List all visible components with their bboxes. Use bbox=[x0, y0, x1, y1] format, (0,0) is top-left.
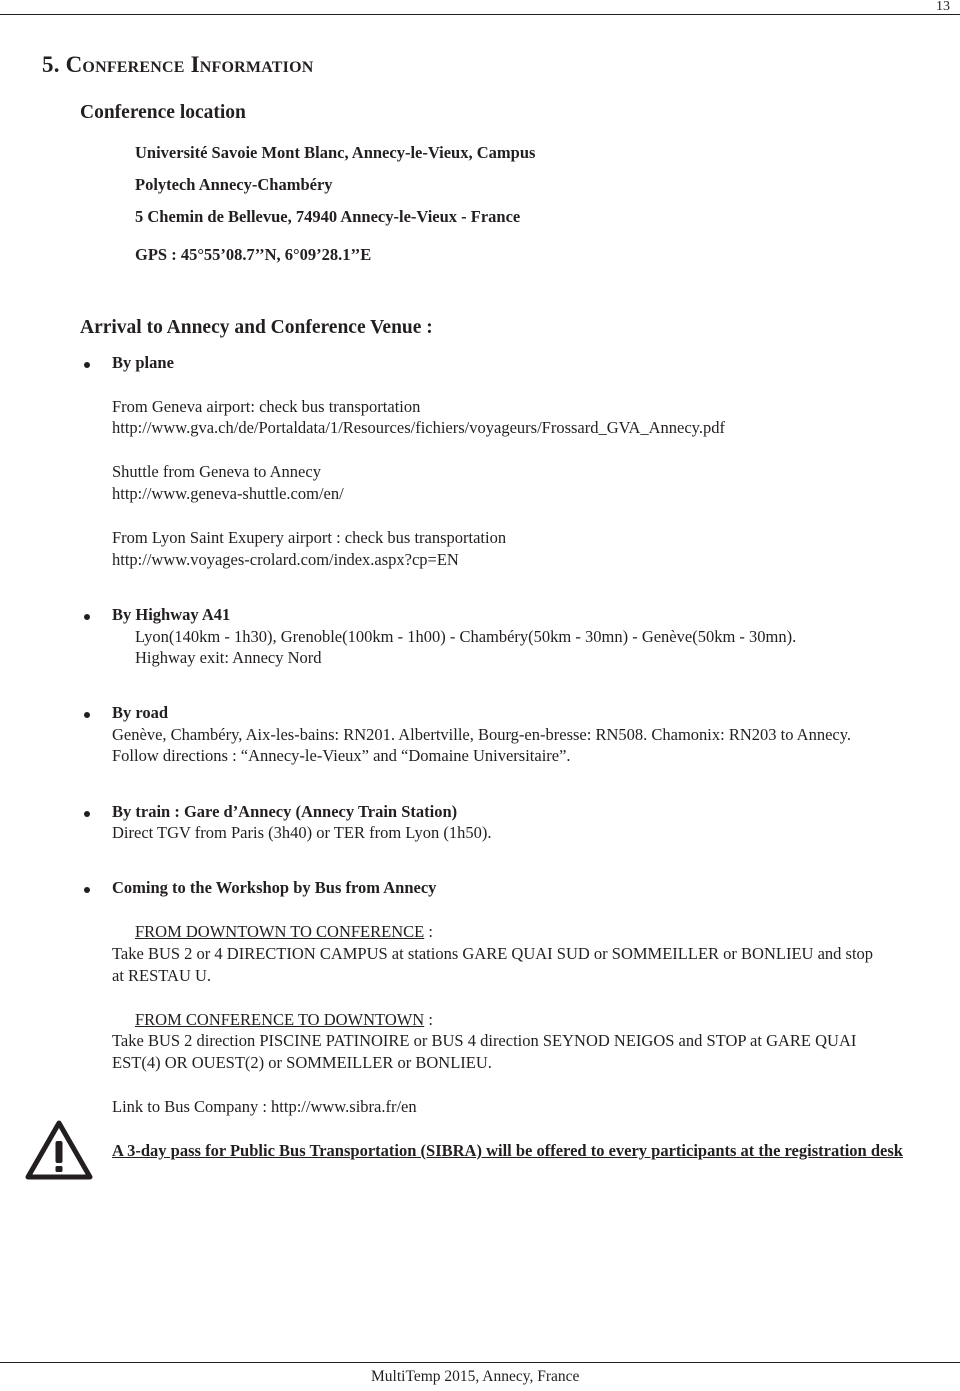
geneva-url-link[interactable]: http://www.gva.ch/de/Portaldata/1/Resources/fichiers/voyageurs/Frossard_GVA_Annecy.pdf bbox=[112, 418, 725, 437]
section-number: 5. bbox=[42, 52, 60, 77]
footer-text: MultiTemp 2015, Annecy, France bbox=[371, 1368, 580, 1385]
road-line-2: Follow directions : “Annecy-le-Vieux” and “Domaine Universitaire”. bbox=[112, 746, 571, 765]
to-conference-sep: : bbox=[424, 922, 433, 941]
bullet-road bbox=[84, 712, 90, 718]
bus-company-link[interactable]: Link to Bus Company : http://www.sibra.fr/en bbox=[112, 1097, 417, 1116]
bus-label: Coming to the Workshop by Bus from Annecy bbox=[112, 878, 437, 897]
from-conference-heading bbox=[135, 1010, 433, 1030]
bottom-rule bbox=[0, 1362, 960, 1363]
top-rule bbox=[0, 14, 960, 15]
lyon-url-link[interactable]: http://www.voyages-crolard.com/index.aspx?cp=EN bbox=[112, 550, 459, 569]
page-number: 13 bbox=[936, 0, 950, 14]
highway-label: By Highway A41 bbox=[112, 605, 231, 624]
arrival-heading: Arrival to Annecy and Conference Venue : bbox=[80, 317, 433, 338]
from-conference-heading-text: FROM CONFERENCE TO DOWNTOWN bbox=[135, 1010, 425, 1029]
location-gps: GPS : 45°55’08.7’’N, 6°09’28.1’’E bbox=[135, 245, 372, 264]
road-label: By road bbox=[112, 703, 169, 722]
to-conference-line-1: Take BUS 2 or 4 DIRECTION CAMPUS at stations GARE QUAI SUD or SOMMEILLER or BONLIEU and stop bbox=[112, 944, 874, 963]
bullet-highway bbox=[84, 614, 90, 620]
shuttle-text: Shuttle from Geneva to Annecy bbox=[112, 462, 321, 481]
to-conference-heading-text: FROM DOWNTOWN TO CONFERENCE bbox=[135, 922, 425, 941]
section-title-text: Conference Information bbox=[65, 52, 314, 77]
highway-line-2: Highway exit: Annecy Nord bbox=[135, 648, 322, 667]
to-conference-line-2: at RESTAU U. bbox=[112, 966, 212, 985]
from-conference-line-2: EST(4) OR OUEST(2) or SOMMEILLER or BONLIEU. bbox=[112, 1053, 492, 1072]
shuttle-url-link[interactable]: http://www.geneva-shuttle.com/en/ bbox=[112, 484, 344, 503]
to-conference-heading bbox=[135, 922, 433, 942]
from-conference-sep: : bbox=[424, 1010, 433, 1029]
road-line-1: Genève, Chambéry, Aix-les-bains: RN201. Albertville, Bourg-en-bresse: RN508. Chamonix: RN203 to Annecy. bbox=[112, 725, 852, 744]
train-label: By train : Gare d’Annecy (Annecy Train Station) bbox=[112, 802, 458, 821]
geneva-text: From Geneva airport: check bus transportation bbox=[112, 397, 421, 416]
location-line-2: Polytech Annecy-Chambéry bbox=[135, 175, 333, 194]
train-line-1: Direct TGV from Paris (3h40) or TER from Lyon (1h50). bbox=[112, 823, 492, 842]
section-title bbox=[42, 52, 313, 78]
location-heading: Conference location bbox=[80, 102, 246, 123]
from-conference-line-1: Take BUS 2 direction PISCINE PATINOIRE or BUS 4 direction SEYNOD NEIGOS and STOP at GARE QUAI bbox=[112, 1031, 857, 1050]
bus-pass-notice: A 3-day pass for Public Bus Transportation (SIBRA) will be offered to every participants at the registration desk bbox=[112, 1141, 903, 1160]
highway-line-1: Lyon(140km - 1h30), Grenoble(100km - 1h00) - Chambéry(50km - 30mn) - Genève(50km - 30mn). bbox=[135, 627, 797, 646]
bullet-plane bbox=[84, 362, 90, 368]
lyon-text: From Lyon Saint Exupery airport : check bus transportation bbox=[112, 528, 507, 547]
location-line-3: 5 Chemin de Bellevue, 74940 Annecy-le-Vieux - France bbox=[135, 207, 521, 226]
location-line-1: Université Savoie Mont Blanc, Annecy-le-Vieux, Campus bbox=[135, 143, 536, 162]
warning-triangle-icon bbox=[24, 1119, 94, 1181]
bullet-bus bbox=[84, 887, 90, 893]
plane-label: By plane bbox=[112, 353, 174, 372]
bullet-train bbox=[84, 811, 90, 817]
